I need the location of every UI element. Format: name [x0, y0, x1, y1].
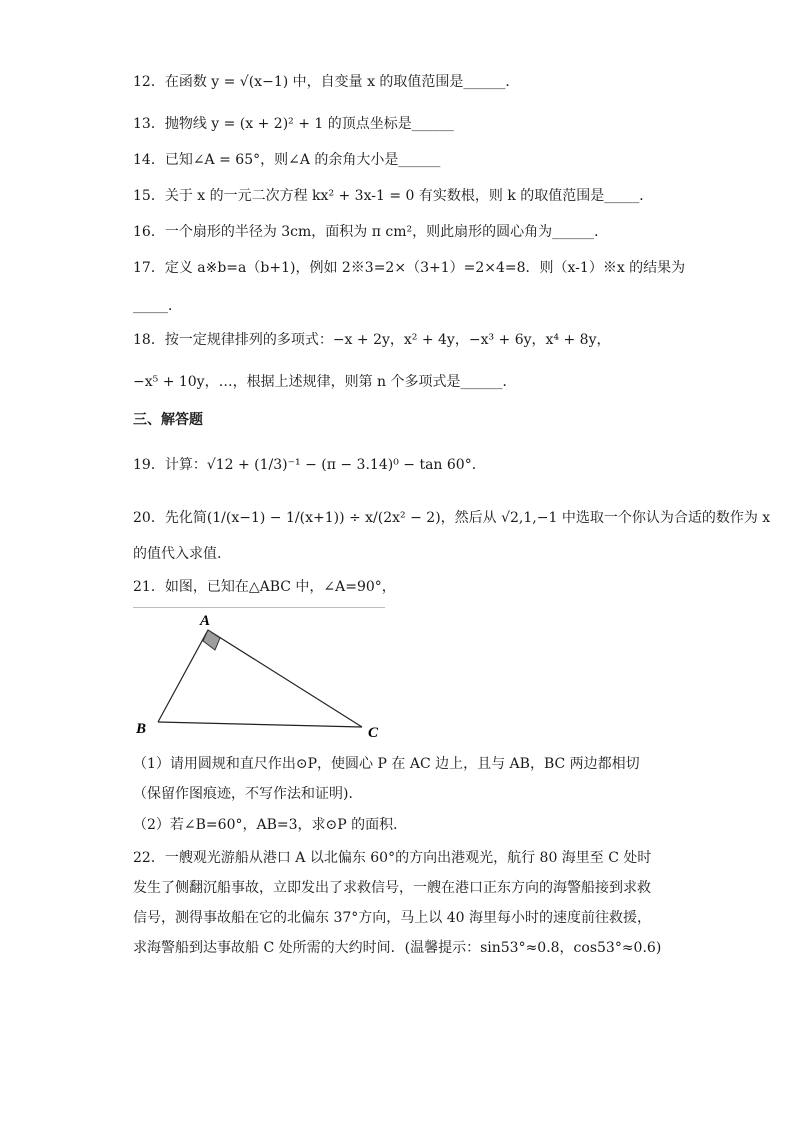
section-heading: 三、解答题 [133, 412, 203, 428]
question-13: 13．抛物线 y = (x + 2)² + 1 的顶点坐标是______ [133, 116, 454, 132]
question-12: 12．在函数 y = √(x−1) 中，自变量 x 的取值范围是______． [133, 74, 520, 90]
question-20-line1: 20．先化简(1/(x−1) − 1/(x+1)) ÷ x/(2x² − 2)，然后从 √2,1,−1 中选取一个你认为合适的数作为 x [133, 510, 771, 526]
vertex-a-label: A [200, 613, 211, 629]
question-17-line1: 17．定义 a※b=a（b+1)，例如 2※3=2×（3+1）=2×4=8．则（x-1）※x 的结果为 [133, 260, 686, 276]
question-21-part1: （1）请用圆规和直尺作出⊙P，使圆心 P 在 AC 边上，且与 AB，BC 两边都相切（保留作图痕迹，不写作法和证明)． [133, 756, 640, 802]
question-18-line1: 18．按一定规律排列的多项式：−x + 2y，x² + 4y，−x³ + 6y，x⁴ + 8y， [133, 332, 611, 348]
triangle-abc-figure [130, 610, 400, 745]
vertex-b-label: B [136, 721, 147, 737]
figure-divider [133, 607, 385, 608]
question-20-line2: 的值代入求值. [133, 546, 222, 562]
vertex-c-label: C [368, 725, 379, 741]
question-17-line2: _____． [133, 298, 182, 314]
question-21-part2: （2）若∠B=60°，AB=3，求⊙P 的面积． [133, 817, 408, 833]
question-18-line2: −x⁵ + 10y，…，根据上述规律，则第 n 个多项式是______． [133, 374, 517, 390]
question-22: 22．一艘观光游船从港口 A 以北偏东 60°的方向出港观光，航行 80 海里至 C 处时发生了侧翻沉船事故，立即发出了求救信号，一艘在港口正东方向的海警船接到求救信号，测得事故船在它的北偏东 37°方向，马上以 40 海里每小时的速度前往救援，求海警船到达事故船 C 处所需的大约时间．(温馨提示：sin53°≈0.8，cos53°≈0.6) [133, 850, 662, 956]
question-15: 15．关于 x 的一元二次方程 kx² + 3x-1 = 0 有实数根，则 k 的取值范围是_____． [133, 188, 654, 204]
question-16: 16．一个扇形的半径为 3cm，面积为 π cm²，则此扇形的圆心角为______． [133, 224, 609, 240]
question-19: 19．计算：√12 + (1/3)⁻¹ − (π − 3.14)⁰ − tan 60°． [133, 457, 486, 473]
question-21: 21．如图，已知在△ABC 中，∠A=90°， [133, 579, 396, 595]
side-ac [208, 630, 362, 727]
question-14: 14．已知∠A = 65°，则∠A 的余角大小是______ [133, 152, 441, 168]
right-angle-marker [203, 630, 220, 650]
side-ab [158, 630, 208, 722]
side-bc [158, 722, 362, 727]
